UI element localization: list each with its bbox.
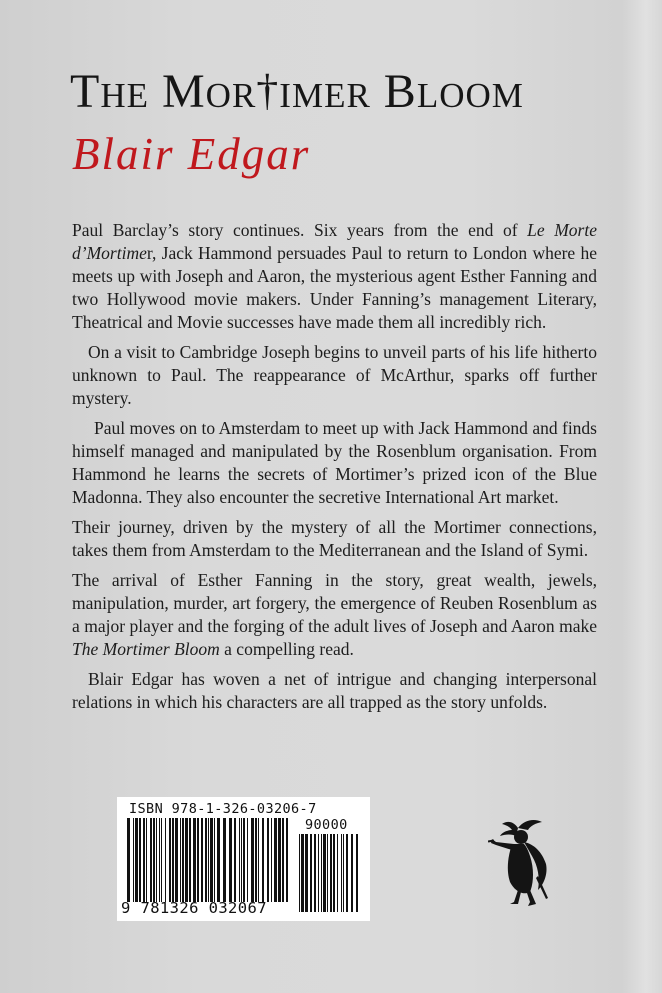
- blurb-p1-text-a: Paul Barclay’s story continues. Six years from the end of: [72, 220, 528, 240]
- blurb-p1-italic-title: Le Morte d’Mortime: [72, 220, 597, 263]
- blurb-paragraph-1: [72, 219, 597, 334]
- blurb-paragraph-4: Their journey, driven by the mystery of all the Mortimer connections, takes them from Amsterdam to the Mediterranean and the Island of Symi.: [72, 517, 597, 560]
- title-initial-m: M: [161, 65, 206, 118]
- title-smallcaps-he: HE: [100, 76, 149, 115]
- title-smallcaps-imer: IMER: [279, 76, 371, 115]
- blurb-paragraph-5: [72, 569, 597, 661]
- isbn-barcode: [117, 797, 370, 921]
- ean-digits: 9 781326 032067: [121, 899, 267, 917]
- ean13-bars: [127, 818, 293, 902]
- barcode-addon-number: 90000: [305, 817, 348, 833]
- blurb-paragraph-3: Paul moves on to Amsterdam to meet up with Jack Hammond and finds himself managed and manipulated by the Rosenblum organisation. From Hammond he learns the secrets of Mortimer’s prized icon of the Blue Madonna. They also encounter the secretive International Art market.: [72, 418, 597, 507]
- book-title: [70, 62, 590, 126]
- blurb-p5-italic-title: The Mortimer Bloom: [72, 639, 220, 659]
- author-name: Blair Edgar: [72, 129, 311, 179]
- jester-silhouette-icon: [488, 818, 560, 908]
- blurb-p5-text-b: a compelling read.: [219, 639, 354, 659]
- blurb-p1-text-b: r, Jack Hammond persuades Paul to return to London where he meets up with Joseph and Aaron, the mysterious agent Esther Fanning and two Hollywood movie makers. Under Fanning’s management Literary, Theatrical and Movie successes have made them all incredibly rich.: [72, 243, 597, 332]
- blurb-text: [72, 219, 597, 721]
- isbn-label: ISBN 978-1-326-03206-7: [129, 801, 317, 817]
- addon-bars: [299, 834, 363, 912]
- blurb-paragraph-6: Blair Edgar has woven a net of intrigue and changing interpersonal relations in which his characters are all trapped as the story unfolds.: [72, 669, 597, 712]
- cover-edge-sheen: [622, 0, 662, 993]
- title-dagger-glyph: †: [256, 66, 280, 115]
- blurb-paragraph-2: On a visit to Cambridge Joseph begins to unveil parts of his life hitherto unknown to Paul. The reappearance of McArthur, sparks off further mystery.: [72, 342, 597, 408]
- title-initial-b: B: [383, 65, 417, 118]
- title-smallcaps-or: OR: [205, 76, 257, 115]
- blurb-p5-text-a: The arrival of Esther Fanning in the story, great wealth, jewels, manipulation, murder, art forgery, the emergence of Reuben Rosenblum as a major player and the forging of the adult lives of Joseph and Aaron make: [72, 570, 597, 636]
- title-smallcaps-loom: LOOM: [416, 76, 524, 115]
- title-initial-t: T: [70, 65, 101, 118]
